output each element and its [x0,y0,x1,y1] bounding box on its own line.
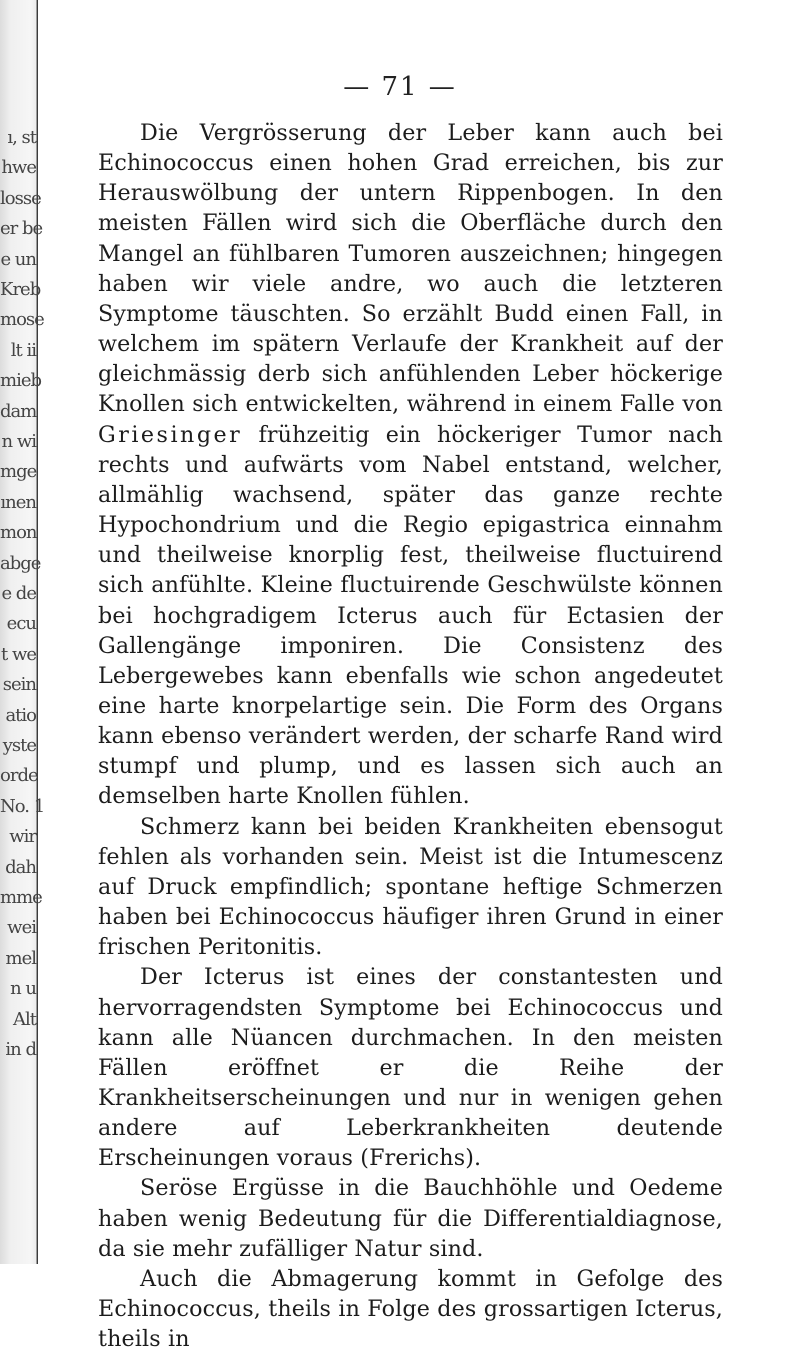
text-run: Die Vergrösserung der Leber kann auch bei Echinococcus einen hohen Grad erreichen, bis zur Herauswölbung der untern Rippenbogen. In den meisten Fällen wird sich die Oberfläche durch den Mangel an fühlbaren Tumoren auszeichnen; hingegen haben wir viele andre, wo auch die letzteren Symptome täuschten. So erzählt Budd einen Fall, in welchem im spätern Verlaufe der Krankheit auf der gleichmässig derb sich anfühlenden Leber höckerige Knollen sich entwickelten, während in einem Falle von [98,120,723,418]
paragraph-icterus [98,962,723,1173]
author-name-griesinger: Griesinger [98,421,243,448]
margin-fragment: orde [0,765,38,787]
margin-fragment: ecu [6,613,36,635]
margin-fragment: wei [7,917,36,939]
margin-fragment: mon [0,522,37,544]
margin-fragment: sein [2,674,36,696]
margin-fragment: atio [5,704,36,726]
facing-page-edge [0,0,45,1264]
margin-fragment: wir [9,826,36,848]
margin-fragment: yste [2,735,36,756]
page-body [98,118,723,1354]
margin-fragment: No. 1 [0,795,45,817]
text-run: frühzeitig ein höckeriger Tumor nach rechts und aufwärts vom Nabel entstand, welcher, allmählig wachsend, später das ganze rechte Hypochondrium und die Regio epigastrica einnahm und theilweise knorplig fest, theilweise fluctuirend sich anfühlte. Kleine fluctuirende Geschwülste können bei hochgradigem Icterus auch für Ectasien der Gallengänge imponiren. Die Consistenz des Lebergewebes kann ebenfalls wie schon angedeutet eine harte knorpelartige sein. Die Form des Organs kann ebenso verändert werden, der scharfe Rand wird stumpf und plump, und es lassen sich auch an demselben harte Knollen fühlen. [98,421,723,810]
paragraph-schmerz [98,812,723,963]
margin-fragment: t we [0,643,36,665]
margin-fragment: e de [1,583,36,604]
margin-fragment: mme [0,887,42,908]
margin-fragment: Kreb [0,279,41,300]
margin-fragment: in d [5,1039,36,1060]
margin-fragment: ınen [0,491,36,513]
paragraph-abmagerung [98,1264,723,1354]
margin-fragment: n u [10,978,36,1000]
margin-fragment: abge [0,552,41,574]
paragraph-seroese-erguesse [98,1173,723,1263]
margin-fragment: n wi [1,431,36,452]
margin-fragment: er be [0,218,43,240]
margin-fragment: mieb [0,370,41,392]
margin-fragment: mose [0,309,44,331]
paragraph-vergroesserung [98,118,723,812]
text-run: Der Icterus ist eines der constantesten und hervorragendsten Symptome bei Echinococcus und kann alle Nüancen durchmachen. In den meisten Fällen eröffnet er die Reihe der Krankheitserscheinungen und nur in wenigen gehen andere auf Leberkrankheiten deutende Erscheinungen voraus (Frerichs). [98,964,723,1172]
margin-fragment: lt ii [10,339,36,361]
margin-fragment: Alt [13,1008,36,1030]
margin-fragment: mge [0,461,37,483]
margin-fragment: mel [5,947,36,969]
margin-fragment: hwe [1,157,36,179]
margin-fragment: dam [0,400,37,422]
text-run: Schmerz kann bei beiden Krankheiten ebensogut fehlen als vorhanden sein. Meist ist die Intumescenz auf Druck empfindlich; spontane heftige Schmerzen haben bei Echinococcus häufiger ihren Grund in einer frischen Peritonitis. [98,813,723,961]
page-number: — 71 — [343,72,457,102]
margin-fragment: ı, st [7,127,36,148]
margin-fragment: dah [5,856,36,878]
text-run: Auch die Abmagerung kommt in Gefolge des Echinococcus, theils in Folge des grossartigen Icterus, theils in [98,1265,723,1353]
margin-fragment: losse [0,187,41,209]
margin-fragment: e un [0,248,36,270]
text-run: Seröse Ergüsse in die Bauchhöhle und Oedeme haben wenig Bedeutung für die Differentialdiagnose, da sie mehr zufälliger Natur sind. [98,1175,723,1262]
